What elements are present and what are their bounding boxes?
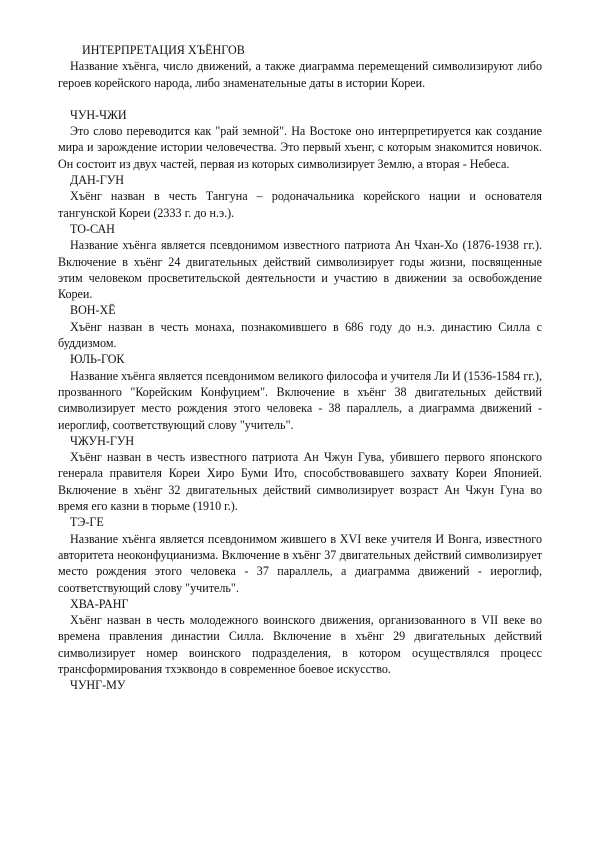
section-von-khyo [58, 302, 542, 351]
intro-paragraph: Название хъёнга, число движений, а также диаграмма перемещений символизируют либо героев корейского народа, либо знаменательные даты в истории Кореи. [58, 59, 542, 90]
section-heading: ЮЛЬ-ГОК [70, 352, 125, 367]
section-heading: ЧУН-ЧЖИ [70, 107, 127, 122]
blank-line [58, 91, 542, 107]
document-title: ИНТЕРПРЕТАЦИЯ ХЪЁНГОВ [82, 43, 245, 57]
section-text: Хъёнг назван в честь монаха, познакомившего в 686 году до н.э. династию Силла с буддизмом. [58, 319, 542, 351]
section-text: Хъёнг назван в честь известного патриота Ан Чжун Гува, убившего первого японского генерала правителя Кореи Хиро Буми Ито, способствовавшего захвату Кореи Японией. Включение в хъёнг 32 двигательных действий символизирует возраст Ан Чжун Гуна во время его казни в тюрьме (1910 г.). [58, 450, 542, 514]
section-text: Название хъёнга является псевдонимом жившего в XVI веке учителя И Вонга, известного авторитета неоконфуцианизма. Включение в хъёнг 37 двигательных действий символизирует место рождения этого человека - 37 параллель, а диаграмма движений - иероглиф, соответствующий слову "учитель". [58, 531, 542, 595]
section-heading: ВОН-ХЁ [70, 303, 116, 318]
section-khva-rang [58, 596, 542, 677]
section-heading: ЧУНГ-МУ [70, 678, 126, 693]
section-to-san [58, 221, 542, 302]
section-heading: ТЭ-ГЕ [70, 515, 104, 530]
section-chung-mu [58, 677, 542, 693]
section-text: Это слово переводится как "рай земной". На Востоке оно интерпретируется как создание мира и зарождение истории человечества. Это первый хъенг, с которым знакомится новичок. Он состоит из двух частей, первая из которых символизирует Землю, а вторая - Небеса. [58, 124, 542, 171]
section-chzhun-gun [58, 433, 542, 514]
section-te-ge [58, 514, 542, 595]
section-heading: ДАН-ГУН [70, 173, 125, 188]
section-heading: ЧЖУН-ГУН [70, 433, 135, 448]
section-text: Хъёнг назван в честь молодежного воинского движения, организованного в VII веке во времена правления династии Силла. Включение в хъёнг 29 двигательных действий символизирует номер воинского подразделения, в котором осуществлялся процесс трансформирования тхэквондо в современное боевое искусство. [58, 613, 542, 676]
section-text: Хъёнг назван в честь Тангуна – родоначальника корейского нации и основателя тангунской Кореи (2333 г. до н.э.). [58, 189, 542, 220]
section-dan-gun [58, 172, 542, 221]
section-text: Название хъёнга является псевдонимом великого философа и учителя Ли И (1536-1584 гг.), прозванного "Корейским Конфуцием". Включение в хъёнг 38 двигательных действий символизирует место рождения этого человека - 38 параллель, а диаграмма движений - иероглиф, соответствующий слову "учитель". [58, 368, 542, 432]
section-heading: ТО-САН [70, 221, 115, 236]
section-heading: ХВА-РАНГ [70, 596, 129, 611]
section-chun-chzhi [58, 107, 542, 172]
section-yul-gok [58, 351, 542, 432]
document-page [58, 42, 542, 694]
section-text: Название хъёнга является псевдонимом известного патриота Ан Чхан-Хо (1876-1938 гг.). Включение в хъёнг 24 двигательных действий символизирует годы жизни, посвященные этим человеком просветительской деятельности и участию в движении за освобождение Кореи. [58, 238, 542, 302]
